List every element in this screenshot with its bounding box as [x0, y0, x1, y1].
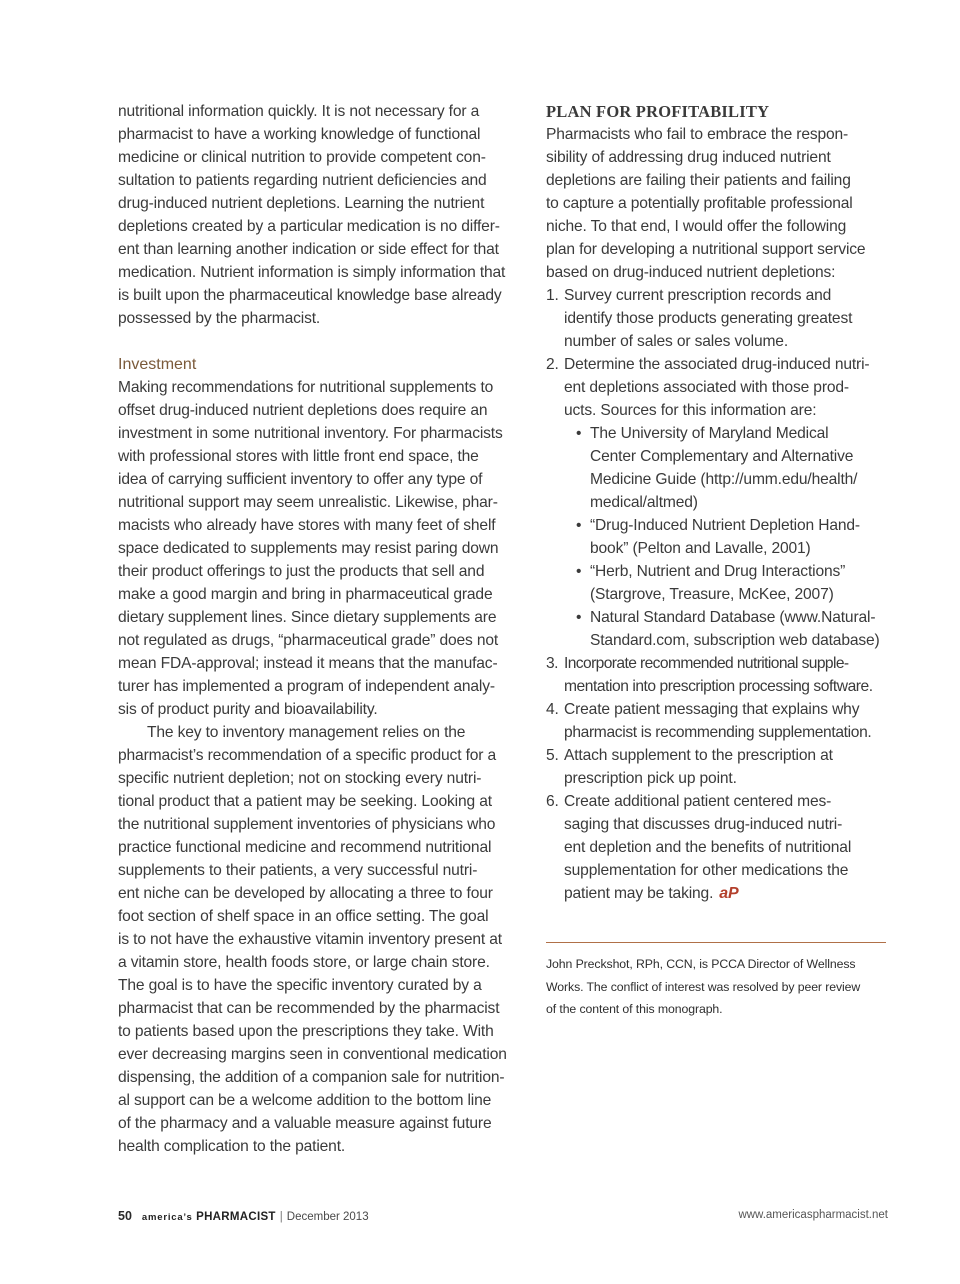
text-line: dietary supplement lines. Since dietary supplements are — [118, 609, 497, 626]
bullet-text: The University of Maryland Medical — [590, 425, 829, 442]
text-line: tional product that a patient may be seeking. Looking at — [118, 793, 492, 810]
bullet-text: Medicine Guide (http://umm.edu/health/ — [590, 471, 858, 488]
list-text: patient may be taking. — [564, 885, 714, 902]
section-headline: PLAN FOR PROFITABILITY — [546, 102, 770, 121]
author-bio — [546, 953, 891, 1021]
page-footer — [118, 1209, 888, 1227]
text-line: practice functional medicine and recommend nutritional — [118, 839, 492, 856]
text-line: health complication to the patient. — [118, 1138, 346, 1155]
text-line: macists who already have stores with many feet of shelf — [118, 517, 496, 534]
text-line: their product offerings to just the products that sell and — [118, 563, 485, 580]
text-line: nutritional support may seem unrealistic. Likewise, phar- — [118, 494, 498, 511]
text-line: Pharmacists who fail to embrace the respon- — [546, 126, 849, 143]
text-line: supplements to their patients, a very successful nutri- — [118, 862, 478, 879]
text-line: ent than learning another indication or side effect for that — [118, 241, 499, 258]
bio-line: of the content of this monograph. — [546, 1002, 723, 1017]
bullet-text: “Herb, Nutrient and Drug Interactions” — [590, 563, 846, 580]
text-line: medication. Nutrient information is simply information that — [118, 264, 506, 281]
list-text: ent depletions associated with those prod- — [564, 379, 849, 396]
text-line: is to not have the exhaustive vitamin inventory present at — [118, 931, 502, 948]
text-line: drug-induced nutrient depletions. Learning the nutrient — [118, 195, 485, 212]
list-number: 2. — [546, 356, 559, 373]
text-line: to patients based upon the prescriptions they take. With — [118, 1023, 494, 1040]
text-line: not regulated as drugs, “pharmaceutical grade” does not — [118, 632, 499, 649]
text-line: sibility of addressing drug induced nutrient — [546, 149, 831, 166]
paragraph-inventory-management — [118, 721, 526, 1158]
list-item-4 — [546, 698, 888, 744]
bullet-text: Natural Standard Database (www.Natural- — [590, 609, 876, 626]
magazine-logo-main: PHARMACIST — [196, 1211, 276, 1223]
text-line: mean FDA-approval; instead it means that the manufac- — [118, 655, 498, 672]
paragraph-investment — [118, 376, 526, 721]
text-line: offset drug-induced nutrient depletions does require an — [118, 402, 488, 419]
list-number: 5. — [546, 747, 559, 764]
list-text: number of sales or sales volume. — [564, 333, 789, 350]
bullet-icon: • — [576, 425, 582, 442]
list-text: ucts. Sources for this information are: — [564, 402, 817, 419]
bullet-list — [546, 422, 888, 652]
text-line: depletions are failing their patients and failing — [546, 172, 851, 189]
bullet-icon: • — [576, 609, 582, 626]
list-text: Attach supplement to the prescription at — [564, 747, 833, 764]
text-line: foot section of shelf space in an office setting. The goal — [118, 908, 489, 925]
subhead-investment: Investment — [118, 356, 197, 373]
text-line: pharmacist to have a working knowledge of functional — [118, 126, 481, 143]
text-line: The goal is to have the specific inventory curated by a — [118, 977, 482, 994]
list-text: prescription pick up point. — [564, 770, 737, 787]
text-line: plan for developing a nutritional support service — [546, 241, 866, 258]
text-line: the nutritional supplement inventories of physicians who — [118, 816, 496, 833]
list-item-5 — [546, 744, 888, 790]
website-url: www.americaspharmacist.net — [738, 1209, 888, 1221]
list-text: Survey current prescription records and — [564, 287, 832, 304]
text-line: to capture a potentially profitable professional — [546, 195, 853, 212]
text-line: based on drug-induced nutrient depletions: — [546, 264, 836, 281]
paragraph-nutrition-info — [118, 100, 526, 330]
page-number: 50 — [118, 1209, 132, 1223]
text-line: niche. To that end, I would offer the following — [546, 218, 847, 235]
text-line: medicine or clinical nutrition to provide competent con- — [118, 149, 486, 166]
text-line: sultation to patients regarding nutrient deficiencies and — [118, 172, 487, 189]
text-line: al support can be a welcome addition to the bottom line — [118, 1092, 492, 1109]
list-number: 6. — [546, 793, 559, 810]
text-line: pharmacist’s recommendation of a specific product for a — [118, 747, 497, 764]
bullet-icon: • — [576, 563, 582, 580]
list-text: supplementation for other medications the — [564, 862, 849, 879]
list-item-1 — [546, 284, 888, 353]
bullet-text: Standard.com, subscription web database) — [590, 632, 880, 649]
paragraph-plan-intro — [546, 123, 888, 284]
text-line: space dedicated to supplements may resist paring down — [118, 540, 499, 557]
bullet-item — [546, 422, 888, 514]
list-number: 4. — [546, 701, 559, 718]
magazine-logo — [142, 1211, 276, 1223]
footer-separator: | — [279, 1211, 283, 1223]
bullet-item — [546, 514, 888, 560]
list-item-2 — [546, 353, 888, 422]
bullet-text: Center Complementary and Alternative — [590, 448, 854, 465]
text-line: pharmacist that can be recommended by the pharmacist — [118, 1000, 500, 1017]
right-column — [546, 100, 888, 905]
text-line: dispensing, the addition of a companion sale for nutrition- — [118, 1069, 505, 1086]
bullet-text: “Drug-Induced Nutrient Depletion Hand- — [590, 517, 860, 534]
bullet-item — [546, 606, 888, 652]
paragraph-gap — [118, 330, 526, 353]
text-line: of the pharmacy and a valuable measure against future — [118, 1115, 492, 1132]
text-line: idea of carrying sufficient inventory to offer any type of — [118, 471, 483, 488]
text-line: sis of product purity and bioavailability. — [118, 701, 378, 718]
list-item-3 — [546, 652, 888, 698]
magazine-logo-small: america’s — [141, 1212, 193, 1223]
bio-line: Works. The conflict of interest was resolved by peer review — [546, 979, 861, 994]
list-text: Create additional patient centered mes- — [564, 793, 832, 810]
list-text: Determine the associated drug-induced nutri- — [564, 356, 870, 373]
bullet-text: (Stargrove, Treasure, McKee, 2007) — [590, 586, 834, 603]
end-mark-logo: aP — [719, 885, 739, 902]
text-line: is built upon the pharmaceutical knowledge base already — [118, 287, 502, 304]
issue-date: December 2013 — [286, 1211, 369, 1223]
text-line: turer has implemented a program of independent analy- — [118, 678, 495, 695]
text-line: a vitamin store, health foods store, or large chain store. — [118, 954, 490, 971]
list-text: mentation into prescription processing software. — [564, 678, 873, 695]
list-text: pharmacist is recommending supplementation. — [564, 724, 872, 741]
text-line: possessed by the pharmacist. — [118, 310, 321, 327]
list-number: 3. — [546, 655, 558, 672]
left-column — [118, 100, 526, 1158]
text-line: make a good margin and bring in pharmaceutical grade — [118, 586, 493, 603]
list-number: 1. — [546, 287, 559, 304]
text-line: specific nutrient depletion; not on stocking every nutri- — [118, 770, 482, 787]
text-line: ent niche can be developed by allocating a three to four — [118, 885, 493, 902]
text-line: Making recommendations for nutritional supplements to — [118, 379, 494, 396]
bullet-icon: • — [576, 517, 582, 534]
text-line: ever decreasing margins seen in conventional medication — [118, 1046, 507, 1063]
list-text: saging that discusses drug-induced nutri- — [564, 816, 843, 833]
bio-line: John Preckshot, RPh, CCN, is PCCA Director of Wellness — [546, 957, 856, 971]
bullet-text: book” (Pelton and Lavalle, 2001) — [590, 540, 811, 557]
text-line: with professional stores with little front end space, the — [118, 448, 479, 465]
bio-divider — [546, 942, 886, 943]
list-text: Incorporate recommended nutritional supple- — [564, 655, 849, 672]
text-line: nutritional information quickly. It is not necessary for a — [118, 103, 480, 120]
bullet-item — [546, 560, 888, 606]
list-text: ent depletion and the benefits of nutritional — [564, 839, 852, 856]
text-line: depletions created by a particular medication is no differ- — [118, 218, 500, 235]
list-text: identify those products generating greatest — [564, 310, 853, 327]
text-line: The key to inventory management relies on the — [147, 724, 466, 741]
list-item-6 — [546, 790, 888, 905]
bullet-text: medical/altmed) — [590, 494, 698, 511]
text-line: investment in some nutritional inventory. For pharmacists — [118, 425, 503, 442]
list-text: Create patient messaging that explains why — [564, 701, 860, 718]
